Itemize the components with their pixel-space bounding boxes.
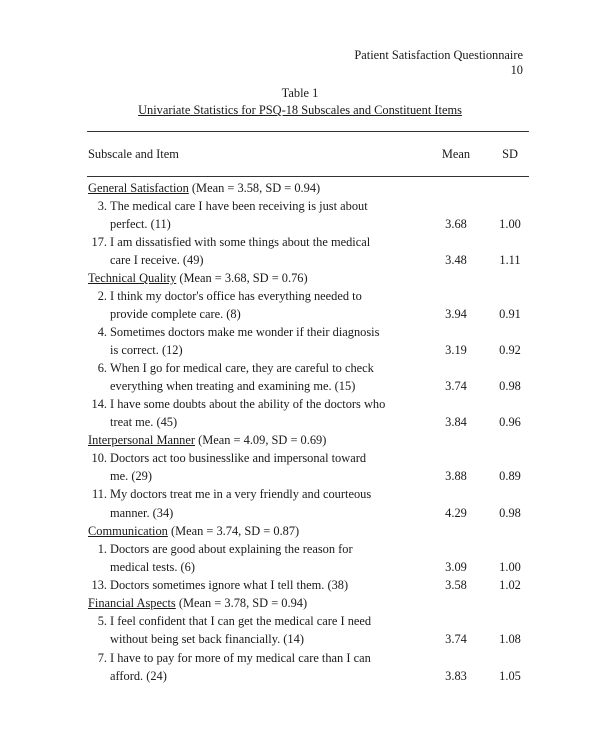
running-title: Patient Satisfaction Questionnaire — [354, 48, 523, 62]
item-mean: 3.68 — [445, 217, 467, 231]
item-row — [0, 485, 600, 503]
item-sd: 0.92 — [499, 343, 521, 357]
subscale-row — [0, 431, 600, 449]
item-row-continued — [0, 504, 600, 522]
item-text-continued: everything when treating and examining me. (15) — [110, 379, 356, 393]
subscale-name: Interpersonal Manner — [88, 433, 195, 447]
column-header-mean: Mean — [441, 147, 471, 161]
item-text: I am dissatisfied with some things about the medical — [110, 235, 371, 249]
subscale-name: General Satisfaction — [88, 181, 189, 195]
item-mean: 3.74 — [445, 379, 467, 393]
item-row — [0, 287, 600, 305]
item-sd: 1.00 — [499, 560, 521, 574]
item-number: 5. — [97, 614, 107, 628]
item-row — [0, 449, 600, 467]
item-text: Doctors are good about explaining the reason for — [110, 542, 353, 556]
item-text: I feel confident that I can get the medical care I need — [110, 614, 372, 628]
subscale-row — [0, 522, 600, 540]
subscale-name: Financial Aspects — [88, 596, 176, 610]
item-sd: 1.02 — [499, 578, 521, 592]
subscale-name: Technical Quality — [88, 271, 177, 285]
item-row-continued — [0, 377, 600, 395]
item-mean: 3.48 — [445, 253, 467, 267]
item-sd: 0.98 — [499, 379, 521, 393]
item-sd: 1.05 — [499, 669, 521, 683]
item-mean: 3.88 — [445, 469, 467, 483]
item-text: Doctors sometimes ignore what I tell them. (38) — [110, 578, 349, 592]
item-text-continued: medical tests. (6) — [110, 560, 195, 574]
item-row-continued — [0, 251, 600, 269]
item-text: Doctors act too businesslike and impersonal toward — [110, 451, 367, 465]
item-text: I think my doctor's office has everything needed to — [110, 289, 362, 303]
subscale-row — [0, 269, 600, 287]
top-rule — [87, 131, 529, 132]
item-mean: 3.94 — [445, 307, 467, 321]
item-row — [0, 395, 600, 413]
item-row — [0, 323, 600, 341]
item-mean: 3.83 — [445, 669, 467, 683]
item-row-continued — [0, 467, 600, 485]
item-number: 3. — [97, 199, 107, 213]
subscale-stats: (Mean = 3.78, SD = 0.94) — [178, 596, 308, 610]
item-row — [0, 197, 600, 215]
item-row — [0, 540, 600, 558]
item-row-continued — [0, 413, 600, 431]
item-sd: 1.11 — [499, 253, 521, 267]
item-mean: 3.09 — [445, 560, 467, 574]
item-sd: 1.00 — [499, 217, 521, 231]
item-text: My doctors treat me in a very friendly and courteous — [110, 487, 372, 501]
table-title: Univariate Statistics for PSQ-18 Subscales and Constituent Items — [138, 103, 462, 117]
item-mean: 3.19 — [445, 343, 467, 357]
item-text-continued: treat me. (45) — [110, 415, 178, 429]
item-row — [0, 576, 600, 594]
item-row-continued — [0, 341, 600, 359]
item-sd: 0.89 — [499, 469, 521, 483]
item-number: 7. — [97, 651, 107, 665]
header-rule — [87, 176, 529, 177]
item-number: 4. — [97, 325, 107, 339]
item-mean: 4.29 — [445, 506, 467, 520]
item-number: 10. — [91, 451, 107, 465]
item-number: 17. — [91, 235, 107, 249]
item-text: Sometimes doctors make me wonder if their diagnosis — [110, 325, 380, 339]
item-row-continued — [0, 630, 600, 648]
item-text-continued: perfect. (11) — [110, 217, 171, 231]
item-row-continued — [0, 558, 600, 576]
item-row — [0, 612, 600, 630]
subscale-row — [0, 179, 600, 197]
item-row — [0, 359, 600, 377]
subscale-stats: (Mean = 3.74, SD = 0.87) — [170, 524, 300, 538]
item-row-continued — [0, 667, 600, 685]
item-text: I have some doubts about the ability of the doctors who — [110, 397, 386, 411]
item-sd: 0.98 — [499, 506, 521, 520]
item-text-continued: me. (29) — [110, 469, 152, 483]
subscale-name: Communication — [88, 524, 168, 538]
item-mean: 3.58 — [445, 578, 467, 592]
column-header-sd: SD — [502, 147, 518, 161]
table-label: Table 1 — [281, 86, 319, 100]
item-text-continued: care I receive. (49) — [110, 253, 204, 267]
item-sd: 1.08 — [499, 632, 521, 646]
item-row-continued — [0, 215, 600, 233]
item-text-continued: provide complete care. (8) — [110, 307, 241, 321]
subscale-row — [0, 594, 600, 612]
item-number: 14. — [91, 397, 107, 411]
item-number: 11. — [91, 487, 107, 501]
item-text: When I go for medical care, they are careful to check — [110, 361, 374, 375]
item-text: I have to pay for more of my medical care than I can — [110, 651, 371, 665]
item-number: 13. — [91, 578, 107, 592]
item-sd: 0.96 — [499, 415, 521, 429]
item-number: 6. — [97, 361, 107, 375]
item-text: The medical care I have been receiving is just about — [110, 199, 368, 213]
item-row-continued — [0, 305, 600, 323]
item-number: 2. — [97, 289, 107, 303]
page-number: 10 — [510, 63, 523, 77]
subscale-stats: (Mean = 4.09, SD = 0.69) — [198, 433, 327, 447]
subscale-stats: (Mean = 3.58, SD = 0.94) — [191, 181, 321, 195]
item-sd: 0.91 — [499, 307, 521, 321]
running-head — [354, 48, 523, 78]
item-text-continued: without being set back financially. (14) — [110, 632, 304, 646]
item-mean: 3.84 — [445, 415, 467, 429]
item-row — [0, 649, 600, 667]
item-mean: 3.74 — [445, 632, 467, 646]
item-text-continued: manner. (34) — [110, 506, 174, 520]
subscale-stats: (Mean = 3.68, SD = 0.76) — [179, 271, 308, 285]
column-header-item: Subscale and Item — [88, 147, 179, 161]
item-text-continued: is correct. (12) — [110, 343, 183, 357]
item-text-continued: afford. (24) — [110, 669, 167, 683]
item-row — [0, 233, 600, 251]
item-number: 1. — [97, 542, 107, 556]
